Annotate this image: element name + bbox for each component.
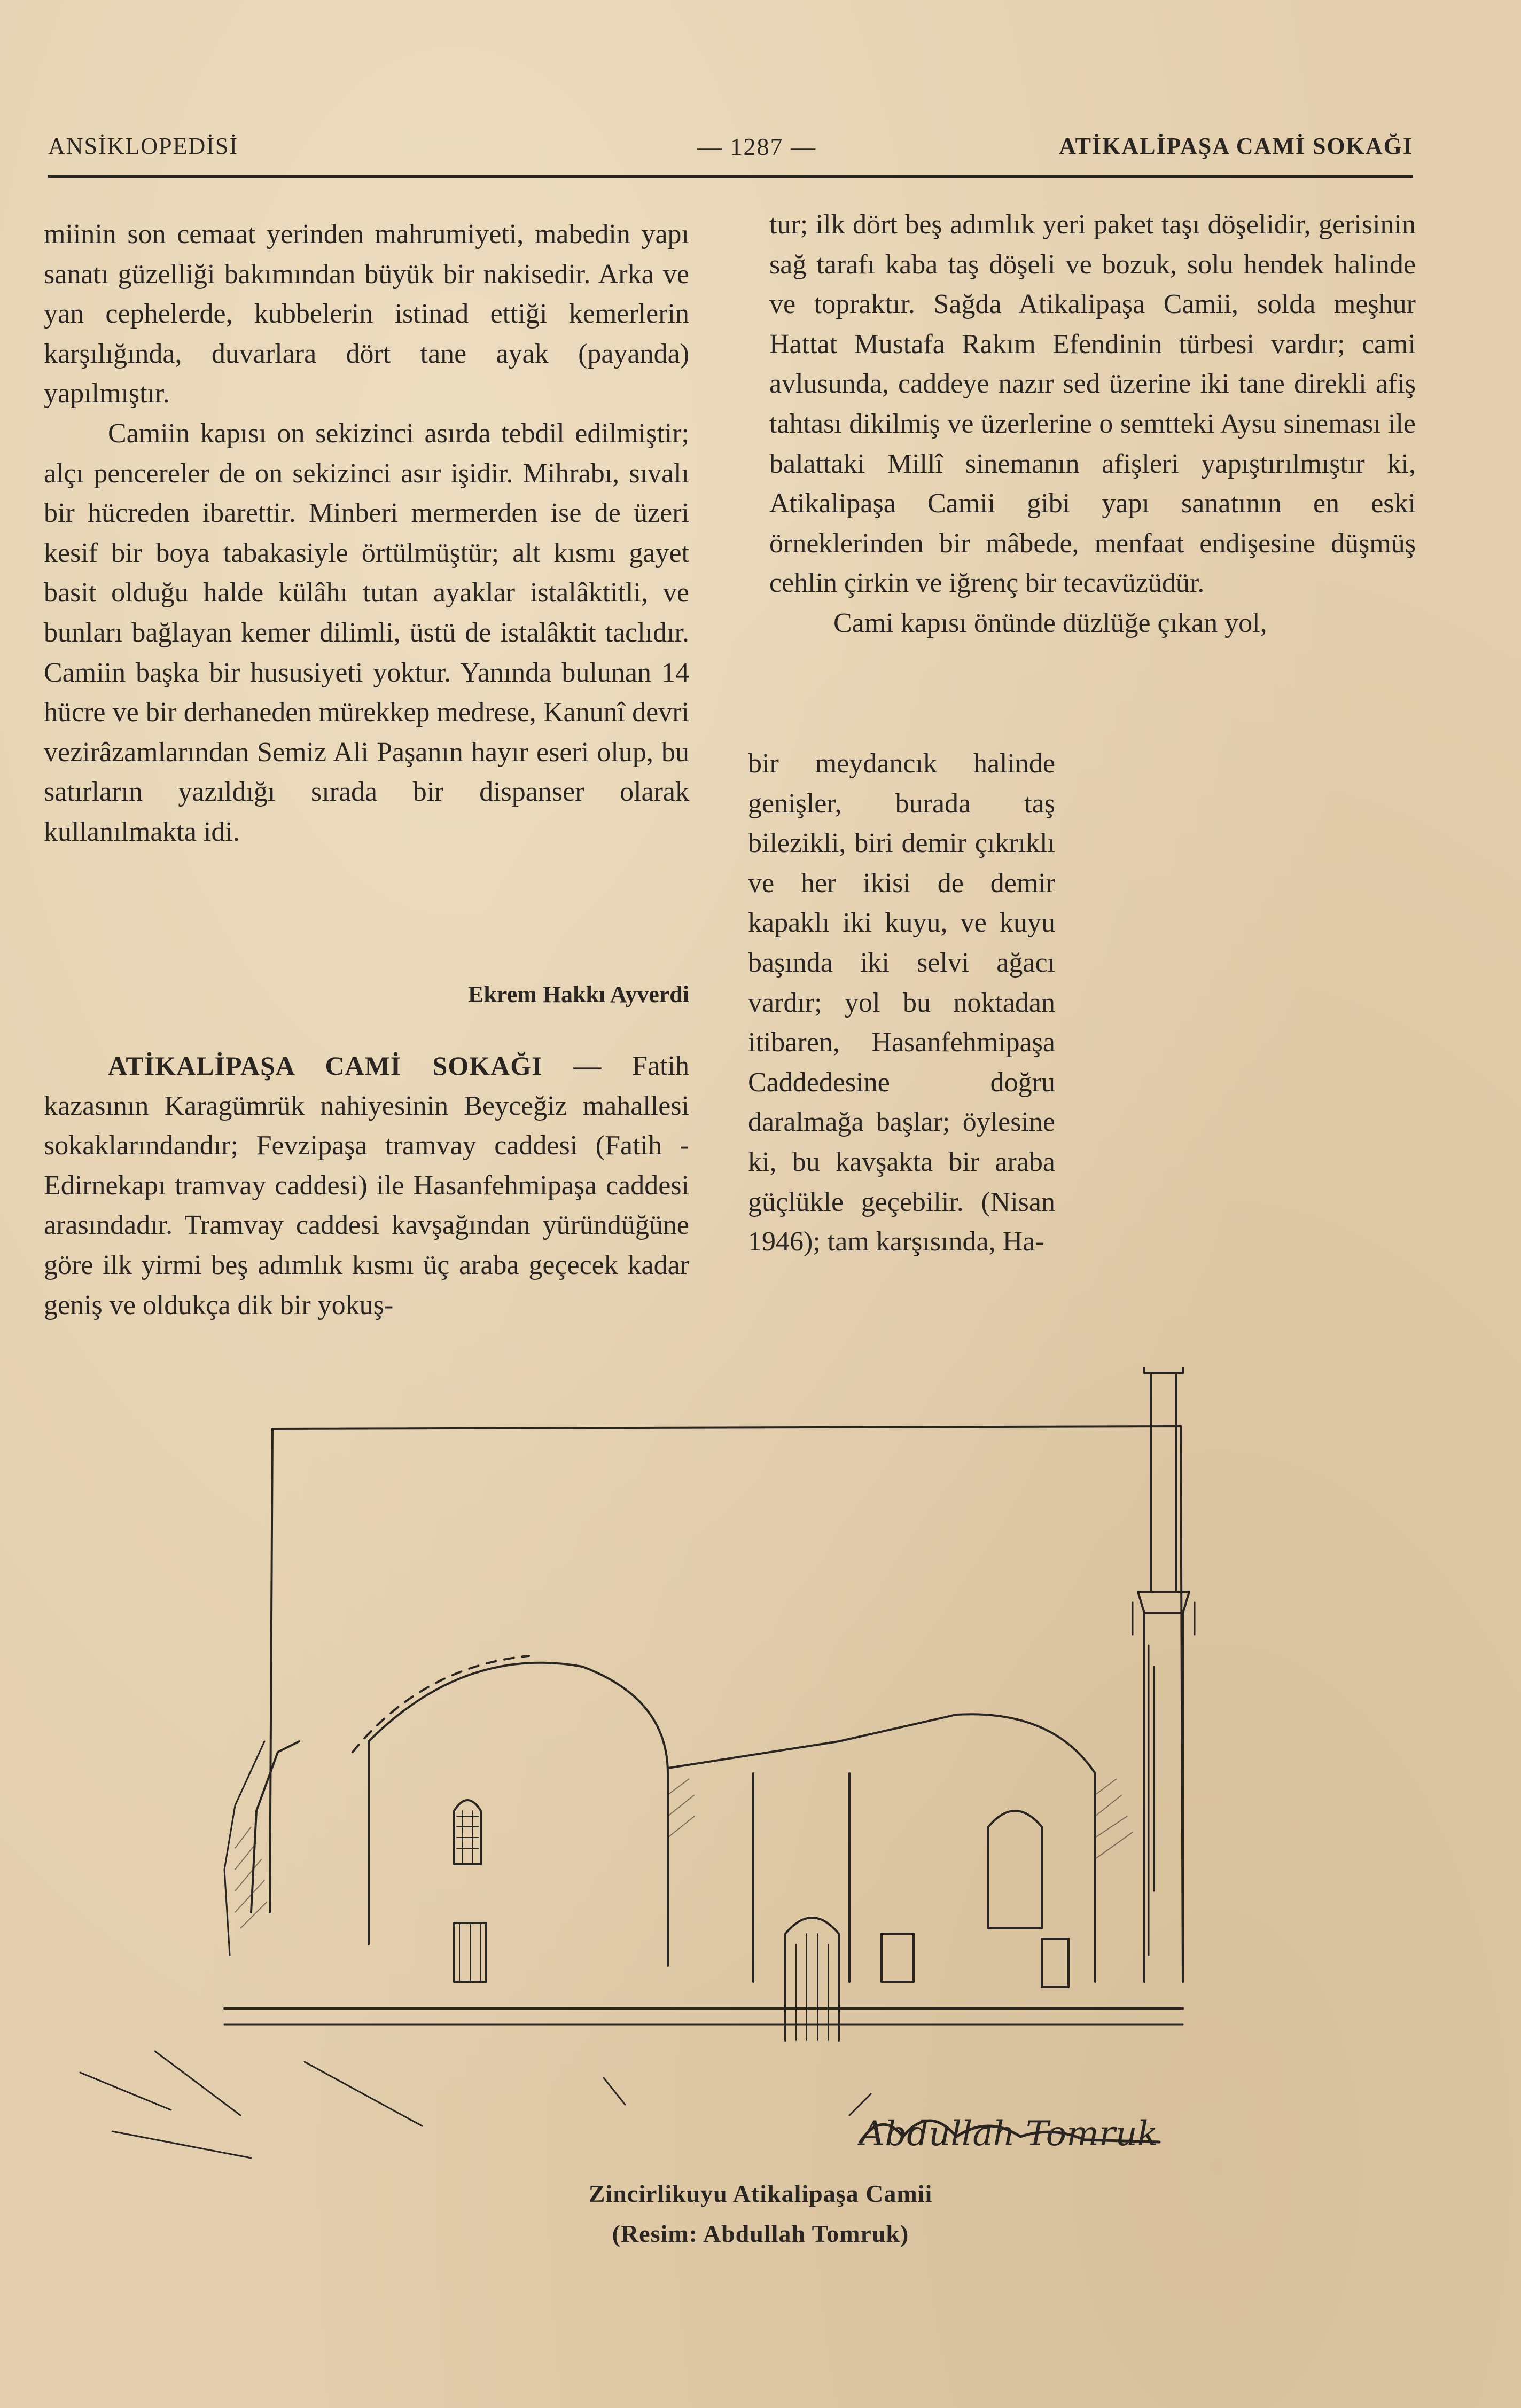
figure-caption-credit: (Resim: Abdullah Tomruk) (612, 2220, 909, 2247)
article-paragraph: bir meydancık halinde genişler, burada taş bilezikli, biri demir çıkrıklı ve her ikisi de demir kapaklı iki kuyu, ve kuyu başında iki selvi ağacı vardır; yol bu noktadan itibaren, Hasanfehmipaşa Caddedesine doğru daralmağa başlar; öylesine ki, bu kavşakta bir araba güçlükle geçebilir. (Nisan 1946); tam karşısında, Ha- (748, 748, 1055, 1257)
article-paragraph: tur; ilk dört beş adımlık yeri paket taşı döşelidir, gerisinin sağ tarafı kaba taş döşeli ve bozuk, solu hendek halinde ve topraktır. Sağda Atikalipaşa Camii, solda meşhur Hattat Mustafa Rakım Efendinin türbesi vardır; cami avlusunda, caddeye nazır sed üzerine iki tane direkli afiş tahtası dikilmiş ve üzerlerine o semtteki Aysu sineması ile balattaki Millî sinemanın afişleri yapıştırılmıştır ki, Atikalipaşa Camii gibi yapı sanatının en eski örneklerinden bir mâbede, menfaat endişesine düşmüş cehlin çirkin ve iğrenç bir tecavüzüdür. (769, 209, 1416, 599)
left-column-upper (44, 215, 689, 853)
right-column-narrow (748, 744, 1055, 1262)
article-paragraph: Cami kapısı önünde düzlüğe çıkan yol, (833, 607, 1267, 638)
article-paragraph: miinin son cemaat yerinden mahrumiyeti, mabedin yapı sanatı güzelliği bakımından büyük bir nakisedir. Arka ve yan cephelerde, kubbelerin istinad ettiği kemerlerin karşılığında, duvarlara dört tane ayak (payanda) yapılmıştır. (44, 219, 689, 409)
entry-text: — Fatih kazasının Karagümrük nahiyesinin Beyceğiz mahallesi sokaklarındandır; Fevzipaşa tramvay caddesi (Fatih - Edirnekapı tramvay caddesi) ile Hasanfehmipaşa caddesi arasındadır. Tramvay caddesi kavşağından yüründüğüne göre ilk yirmi beş adımlık kısmı üç araba geçecek kadar geniş ve oldukça dik bir yokuş- (44, 1051, 689, 1320)
header-rule (48, 175, 1413, 178)
running-header (48, 132, 1413, 165)
mosque-sketch-illustration (48, 1367, 1426, 2185)
header-left-title: ANSİKLOPEDİSİ (48, 133, 238, 159)
header-right-title: ATİKALİPAŞA CAMİ SOKAĞI (1059, 133, 1413, 159)
page-number: — 1287 — (697, 133, 816, 160)
left-column-entry (44, 1046, 689, 1325)
author-signature: Ekrem Hakkı Ayverdi (468, 981, 689, 1007)
entry-headword: ATİKALİPAŞA CAMİ SOKAĞI (108, 1051, 543, 1081)
artist-signature: Abdullah Tomruk (860, 2114, 1158, 2154)
figure-caption-title: Zincirlikuyu Atikalipaşa Camii (588, 2180, 933, 2207)
right-column-upper (769, 205, 1416, 644)
article-paragraph: Camiin kapısı on sekizinci asırda tebdil edilmiştir; alçı pencereler de on sekizinci asır işidir. Mihrabı, sıvalı bir hücreden ibarettir. Minberi mermerden ise de üzeri kesif bir boya tabakasiyle örtülmüştür; alt kısmı gayet basit olduğu halde külâhı tutan ayaklar istalâktitli, ve bunları bağlayan kemer dilimli, üstü de istalâktit taclıdır. Camiin başka bir hususiyeti yoktur. Yanında bulunan 14 hücre ve bir derhaneden mürekkep medrese, Kanunî devri vezirâzamlarından Semiz Ali Paşanın hayır eseri olup, bu satırların yazıldığı sırada bir dispanser olarak kullanılmakta idi. (44, 418, 689, 847)
